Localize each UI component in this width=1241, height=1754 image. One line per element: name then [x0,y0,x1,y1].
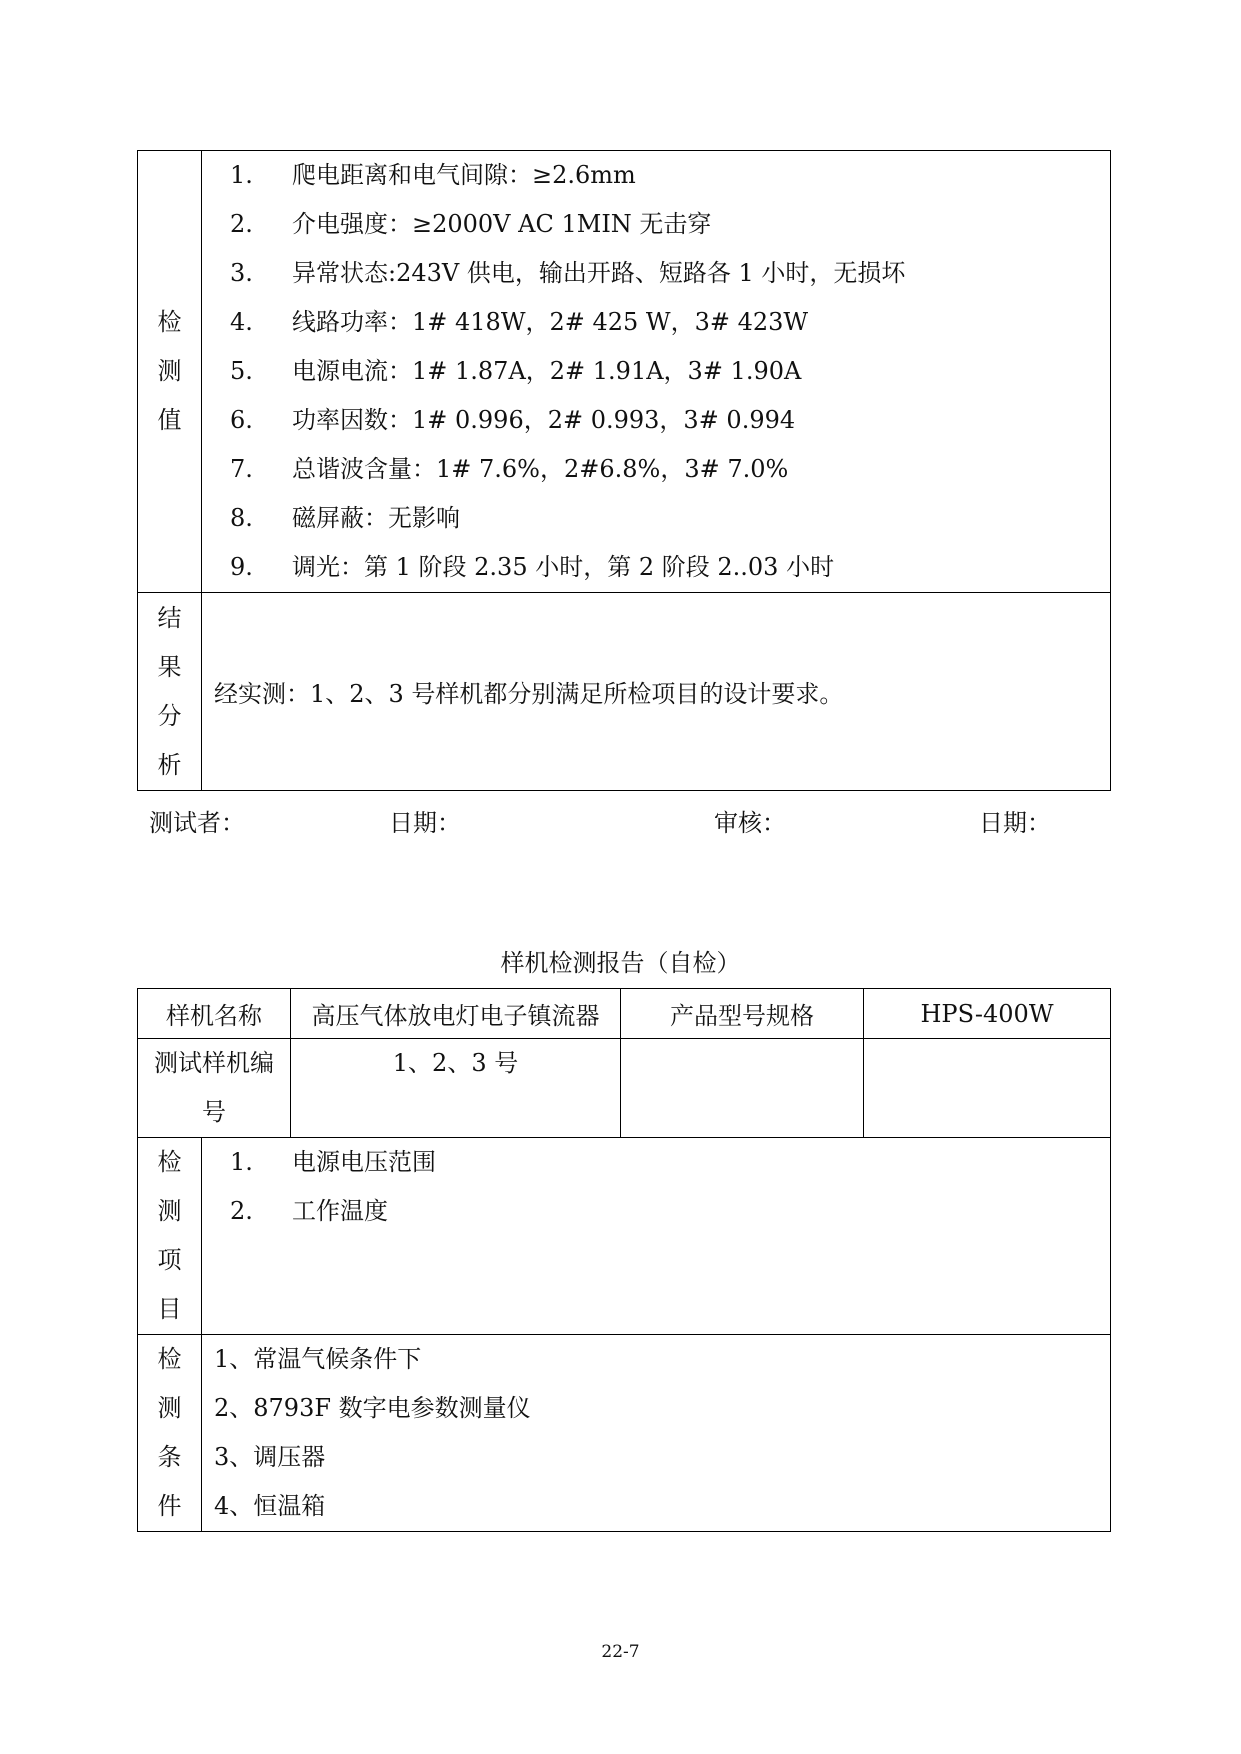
list-item [230,298,1110,347]
result-text: 经实测：1、2、3 号样机都分别满足所检项目的设计要求。 [202,593,1111,791]
values-label-char: 测 [157,357,182,385]
item-number: 1. [230,161,253,189]
values-list [202,151,1110,592]
sample-name-value: 高压气体放电灯电子镇流器 [291,989,621,1039]
item-number: 1. [230,1148,253,1176]
list-item [230,249,1110,298]
values-label-char: 检 [157,308,182,336]
conditions-row [138,1335,1111,1532]
items-list [202,1138,1110,1236]
sample-number-value: 1、2、3 号 [291,1039,621,1138]
empty-cell [864,1039,1111,1138]
date-label: 日期： [389,809,461,837]
values-row [138,151,1111,593]
values-label [138,151,202,593]
sample-number-label-line: 号 [202,1098,226,1126]
list-item [230,200,1110,249]
header-row [138,989,1111,1039]
list-item [230,445,1110,494]
item-text: 总谐波含量：1# 7.6%，2#6.8%，3# 7.0% [292,455,789,483]
item-number: 7. [230,455,253,483]
item-text: 异常状态:243V 供电，输出开路、短路各 1 小时，无损坏 [292,259,906,287]
sample-number-label [138,1039,291,1138]
sample-number-label-line: 测试样机编 [154,1049,274,1077]
empty-cell [621,1039,864,1138]
report-title: 样机检测报告（自检） [500,949,741,977]
conditions-list [202,1335,1110,1531]
items-label-char: 检 [157,1148,182,1176]
model-label: 产品型号规格 [621,989,864,1039]
date-label: 日期： [979,809,1051,837]
item-number: 3. [230,259,253,287]
items-label-char: 项 [157,1246,182,1274]
result-label-char: 析 [157,750,182,779]
values-cell [202,151,1111,593]
item-text: 磁屏蔽：无影响 [292,504,460,532]
item-text: 电源电流：1# 1.87A，2# 1.91A，3# 1.90A [292,357,802,385]
item-number: 8. [230,504,253,532]
list-item [230,494,1110,543]
result-label-char: 果 [157,652,182,681]
item-number: 9. [230,553,253,581]
item-text: 工作温度 [292,1197,388,1225]
list-item: 1、常温气候条件下 [214,1345,422,1373]
item-number: 2. [230,1197,253,1225]
list-item: 4、恒温箱 [214,1492,326,1520]
item-text: 功率因数：1# 0.996，2# 0.993，3# 0.994 [292,406,796,434]
list-item [230,396,1110,445]
page-number: 22-7 [601,1642,640,1662]
list-item [230,1187,1110,1236]
items-label [138,1138,202,1335]
report2-table [137,988,1111,1532]
tester-label: 测试者： [149,809,245,837]
result-row [138,593,1111,791]
item-number: 5. [230,357,253,385]
conditions-label-char: 检 [157,1345,182,1373]
reviewer-label: 审核： [714,809,786,837]
items-cell [202,1138,1111,1335]
item-text: 爬电距离和电气间隙：≥2.6mm [292,161,636,189]
conditions-label [138,1335,202,1532]
report1-table [137,150,1111,791]
item-number: 4. [230,308,253,336]
items-label-char: 测 [157,1197,182,1225]
item-text: 介电强度：≥2000V AC 1MIN 无击穿 [292,210,712,238]
result-label [138,593,202,791]
items-label-char: 目 [157,1295,182,1323]
conditions-label-char: 条 [157,1443,182,1471]
list-item: 3、调压器 [214,1443,326,1471]
result-label-char: 结 [157,603,182,632]
conditions-label-char: 件 [157,1492,182,1520]
list-item [230,347,1110,396]
list-item [230,1138,1110,1187]
item-text: 线路功率：1# 418W，2# 425 W，3# 423W [292,308,809,336]
item-number: 2. [230,210,253,238]
list-item: 2、8793F 数字电参数测量仪 [214,1394,531,1422]
conditions-cell [202,1335,1111,1532]
conditions-label-char: 测 [157,1394,182,1422]
item-text: 调光：第 1 阶段 2.35 小时，第 2 阶段 2..03 小时 [292,553,835,581]
model-value: HPS-400W [864,989,1111,1039]
items-row [138,1138,1111,1335]
list-item [230,151,1110,200]
item-number: 6. [230,406,253,434]
result-label-char: 分 [157,701,182,730]
sample-row [138,1039,1111,1138]
sample-name-label: 样机名称 [138,989,291,1039]
list-item [230,543,1110,592]
values-label-char: 值 [157,406,182,434]
item-text: 电源电压范围 [292,1148,436,1176]
